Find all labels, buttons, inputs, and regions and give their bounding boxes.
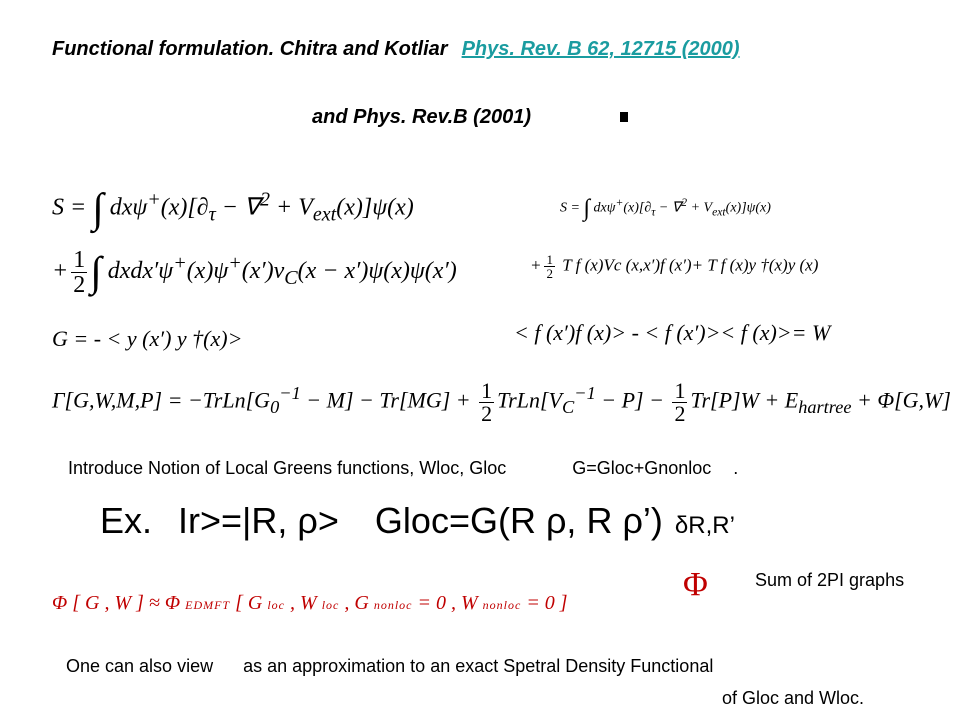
edmft-approximation-equation: Φ [ G , W ] ≈ Φ EDMFT [ G loc , W loc , G nonloc = 0 , W nonloc = 0 ] [52,592,568,614]
bottom-text-a: One can also view [66,656,214,676]
slide-title [52,38,740,61]
reference-link[interactable]: Phys. Rev. B 62, 12715 (2000) [461,38,740,60]
phi-symbol: Φ [683,566,708,603]
w-definition: < f (x′)f (x)> - < f (x′)>< f (x)>= W [514,320,831,345]
gamma-functional-equation: $\Gamma[G,W,M,P] = -TrLn[G_0^{-1} - M] - Tr[MG]$ + $\frac{1}{2}$ $TrLn[V_C^{-1} - P]$ − $\frac{1}{2}$ $Tr[P]W + E_{hartree} + \Phi[G,W]$ [52,378,951,426]
example-label: Ex. [100,500,153,541]
action-equation-line1: S = ∫ $dx\psi^+(x)[\partial_\tau - \nabla^2 + V_{ext}(x)]\psi(x)$ [52,186,414,232]
example-gloc: Gloc=G(R ρ, R ρ’) [374,500,663,541]
g-split-dot: . [733,458,739,478]
bottom-text-line2: of Gloc and Wloc. [722,688,865,708]
title-text: Functional formulation. Chitra and Kotliar [52,38,448,60]
example-line [100,500,735,542]
sum-2pi-graphs: Sum of 2PI graphs [755,570,905,590]
title-bullet-dot [620,112,628,122]
local-greens-intro [68,458,738,479]
bottom-text-line1 [66,656,713,677]
green-function-definition: G = - < y (x′) y †(x)> [52,326,243,351]
example-basis: Ir>=|R, ρ> [178,500,339,541]
action-equation-small-line2: + $\frac{1}{2}$ T f (x)Vc (x,x′)f (x′)+ T f (x)y †(x)y (x) [530,252,819,281]
action-equation-small-line1: S = ∫ $dx\psi^+(x)[\partial_\tau - \nabla^2 + V_{ext}(x)]\psi(x)$ [560,195,771,222]
title-line2: and Phys. Rev.B (2001) [312,106,531,128]
action-equation-line2: + $\frac{1}{2}$ ∫ $dxdx'\psi^+(x)\psi^+(x')v_C(x - x')\psi(x)\psi(x')$ [52,247,457,298]
introduce-text: Introduce Notion of Local Greens functions, Wloc, Gloc [68,458,507,478]
example-delta: δR,R’ [674,512,735,539]
action-small-line2-text: T f (x)Vc (x,x′)f (x′)+ T f (x)y †(x)y (x) [562,255,819,275]
bottom-text-b: as an approximation to an exact Spetral Density Functional [243,656,714,676]
g-split-text: G=Gloc+Gnonloc [572,458,712,478]
